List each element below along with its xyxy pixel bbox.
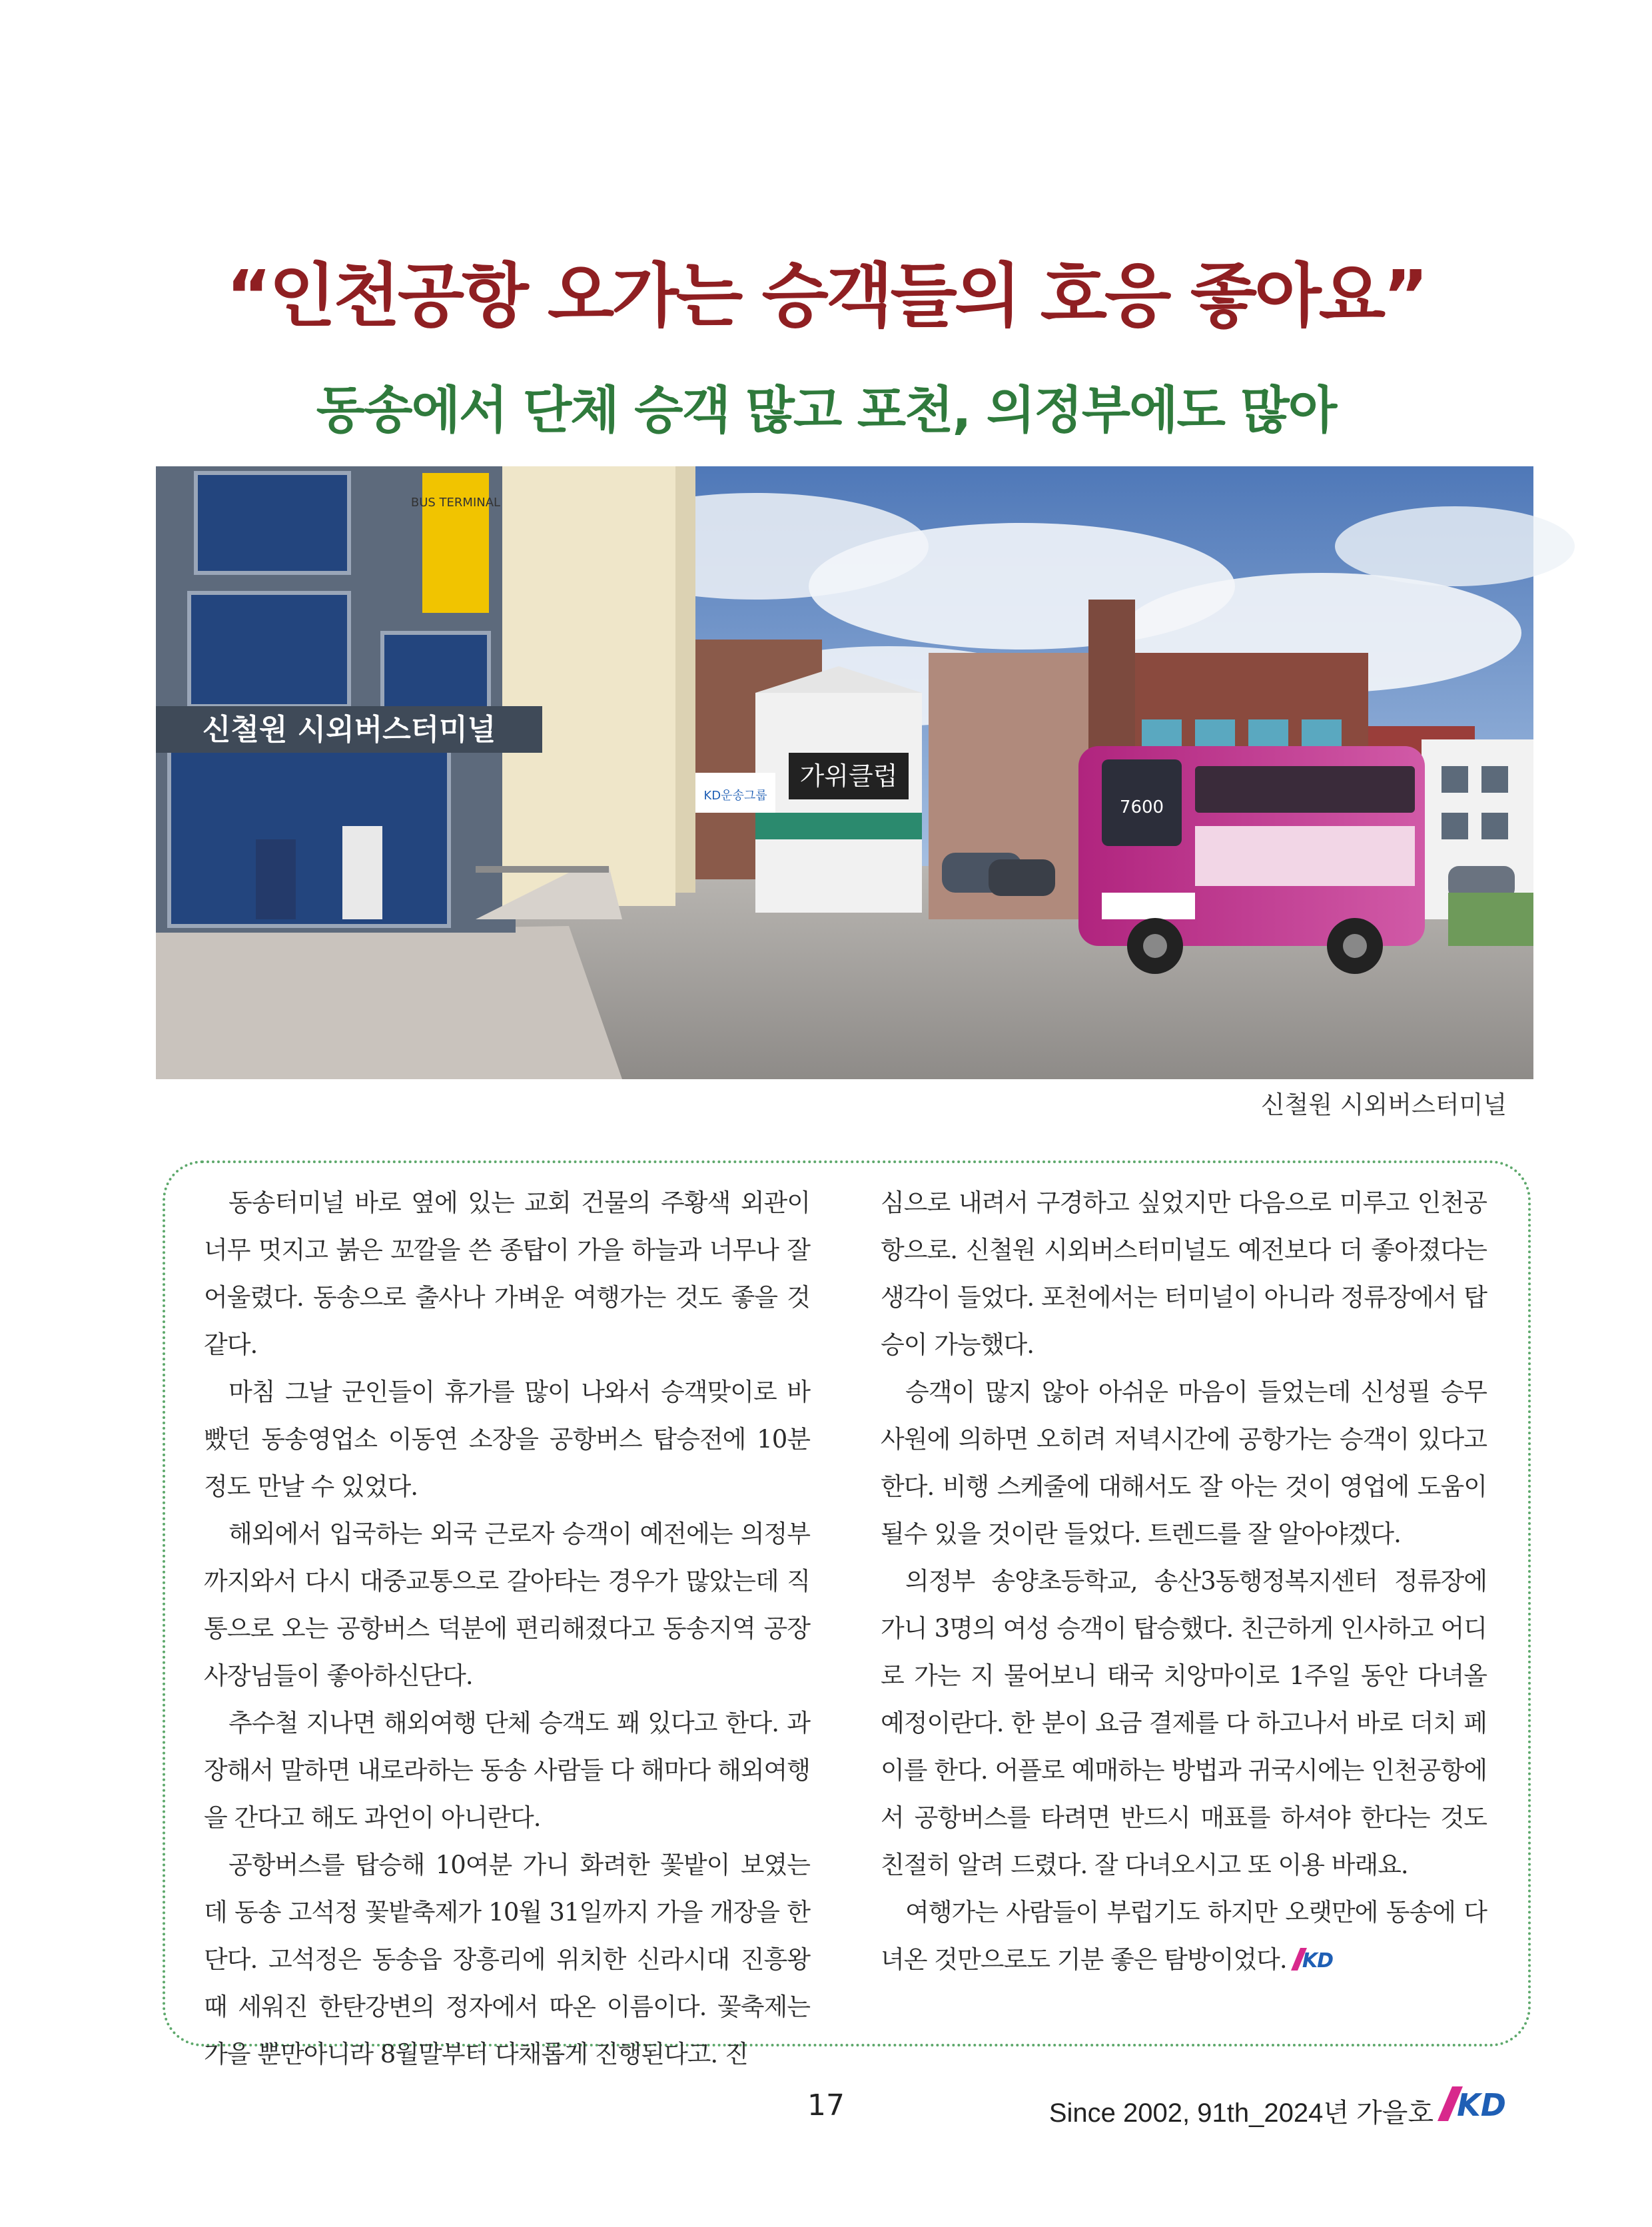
kd-brand-logo-text: KD — [1457, 2087, 1506, 2123]
article-paragraph: 해외에서 입국하는 외국 근로자 승객이 예전에는 의정부까지와서 다시 대중교통으로 갈아타는 경우가 많았는데 직통으로 오는 공항버스 덕분에 편리해졌다고 동송지역 공장 사장님들이 좋아하신단다. — [204, 1520, 810, 1690]
article-subtitle: 동송에서 단체 승객 많고 포천, 의정부에도 많아 — [316, 380, 1336, 440]
issue-label: Since 2002, 91th_2024년 가을호 — [1048, 2098, 1434, 2128]
article-title: “인천공항 오가는 승객들의 호응 좋아요” — [226, 255, 1426, 336]
page-number: 17 — [807, 2088, 845, 2122]
kd-brand-logo-icon — [1438, 2086, 1504, 2121]
article-paragraph: 심으로 내려서 구경하고 싶었지만 다음으로 미루고 인천공항으로. 신철원 시외버스터미널도 예전보다 더 좋아졌다는 생각이 들었다. 포천에서는 터미널이 아니라 정류장에서 탑승이 가능했다. — [881, 1188, 1487, 1359]
photo-sign-vertical-top: BUS TERMINAL — [410, 496, 501, 510]
photo-caption: 신철원 시외버스터미널 — [1260, 1091, 1507, 1119]
photo-sign-terminal: 신철원 시외버스터미널 — [202, 713, 496, 747]
article-column-right — [881, 1179, 1487, 2032]
article-paragraph: 동송터미널 바로 옆에 있는 교회 건물의 주황색 외관이 너무 멋지고 붉은 꼬깔을 쓴 종탑이 가을 하늘과 너무나 잘 어울렸다. 동송으로 출사나 가벼운 여행가는 것도 좋을 것 같다. — [204, 1188, 810, 1359]
photo-sign-shop: 가위클럽 — [799, 761, 898, 791]
kd-logo-icon — [1291, 1948, 1332, 1971]
photo-bus-plate: 7600 — [1119, 797, 1164, 817]
article-paragraph: 의정부 송양초등학교, 송산3동행정복지센터 정류장에 가니 3명의 여성 승객이 탑승했다. 친근하게 인사하고 어디로 가는 지 물어보니 태국 치앙마이로 1주일 동안 다녀올 예정이란다. 한 분이 요금 결제를 다 하고나서 바로 더치 페이를 한다. 어플로 예매하는 방법과 귀국시에는 인천공항에서 공항버스를 타려면 반드시 매표를 하셔야 한다는 것도 친절히 알려 드렸다. 잘 다녀오시고 또 이용 바래요. — [881, 1567, 1487, 1879]
article-paragraph: 승객이 많지 않아 아쉬운 마음이 들었는데 신성필 승무사원에 의하면 오히려 저녁시간에 공항가는 승객이 있다고 한다. 비행 스케줄에 대해서도 잘 아는 것이 영업에 도움이 될수 있을 것이란 들었다. 트렌드를 잘 알아야겠다. — [881, 1378, 1487, 1548]
article-paragraph-last — [881, 1889, 1487, 1983]
photo-sign-office: KD운송그룹 — [703, 789, 767, 803]
kd-logo-text: KD — [1302, 1949, 1333, 1973]
terminal-photo — [156, 466, 1533, 1079]
article-paragraph-text: 여행가는 사람들이 부럽기도 하지만 오랫만에 동송에 다녀온 것만으로도 기분 좋은 탐방이었다. — [881, 1898, 1487, 1974]
article-paragraph: 추수철 지나면 해외여행 단체 승객도 꽤 있다고 한다. 과장해서 말하면 내로라하는 동송 사람들 다 해마다 해외여행을 간다고 해도 과언이 아니란다. — [204, 1709, 810, 1832]
article-column-left — [204, 1179, 810, 2068]
article-paragraph: 공항버스를 탑승해 10여분 가니 화려한 꽃밭이 보였는데 동송 고석정 꽃밭축제가 10월 31일까지 가을 개장을 한단다. 고석정은 동송읍 장흥리에 위치한 신라시대 진흥왕 때 세워진 한탄강변의 정자에서 따온 이름이다. 꽃축제는 가을 뿐만아니라 8월말부터 다채롭게 진행된다고. 진 — [204, 1851, 810, 2068]
article-paragraph: 마침 그날 군인들이 휴가를 많이 나와서 승객맞이로 바빴던 동송영업소 이동연 소장을 공항버스 탑승전에 10분 정도 만날 수 있었다. — [204, 1378, 810, 1501]
